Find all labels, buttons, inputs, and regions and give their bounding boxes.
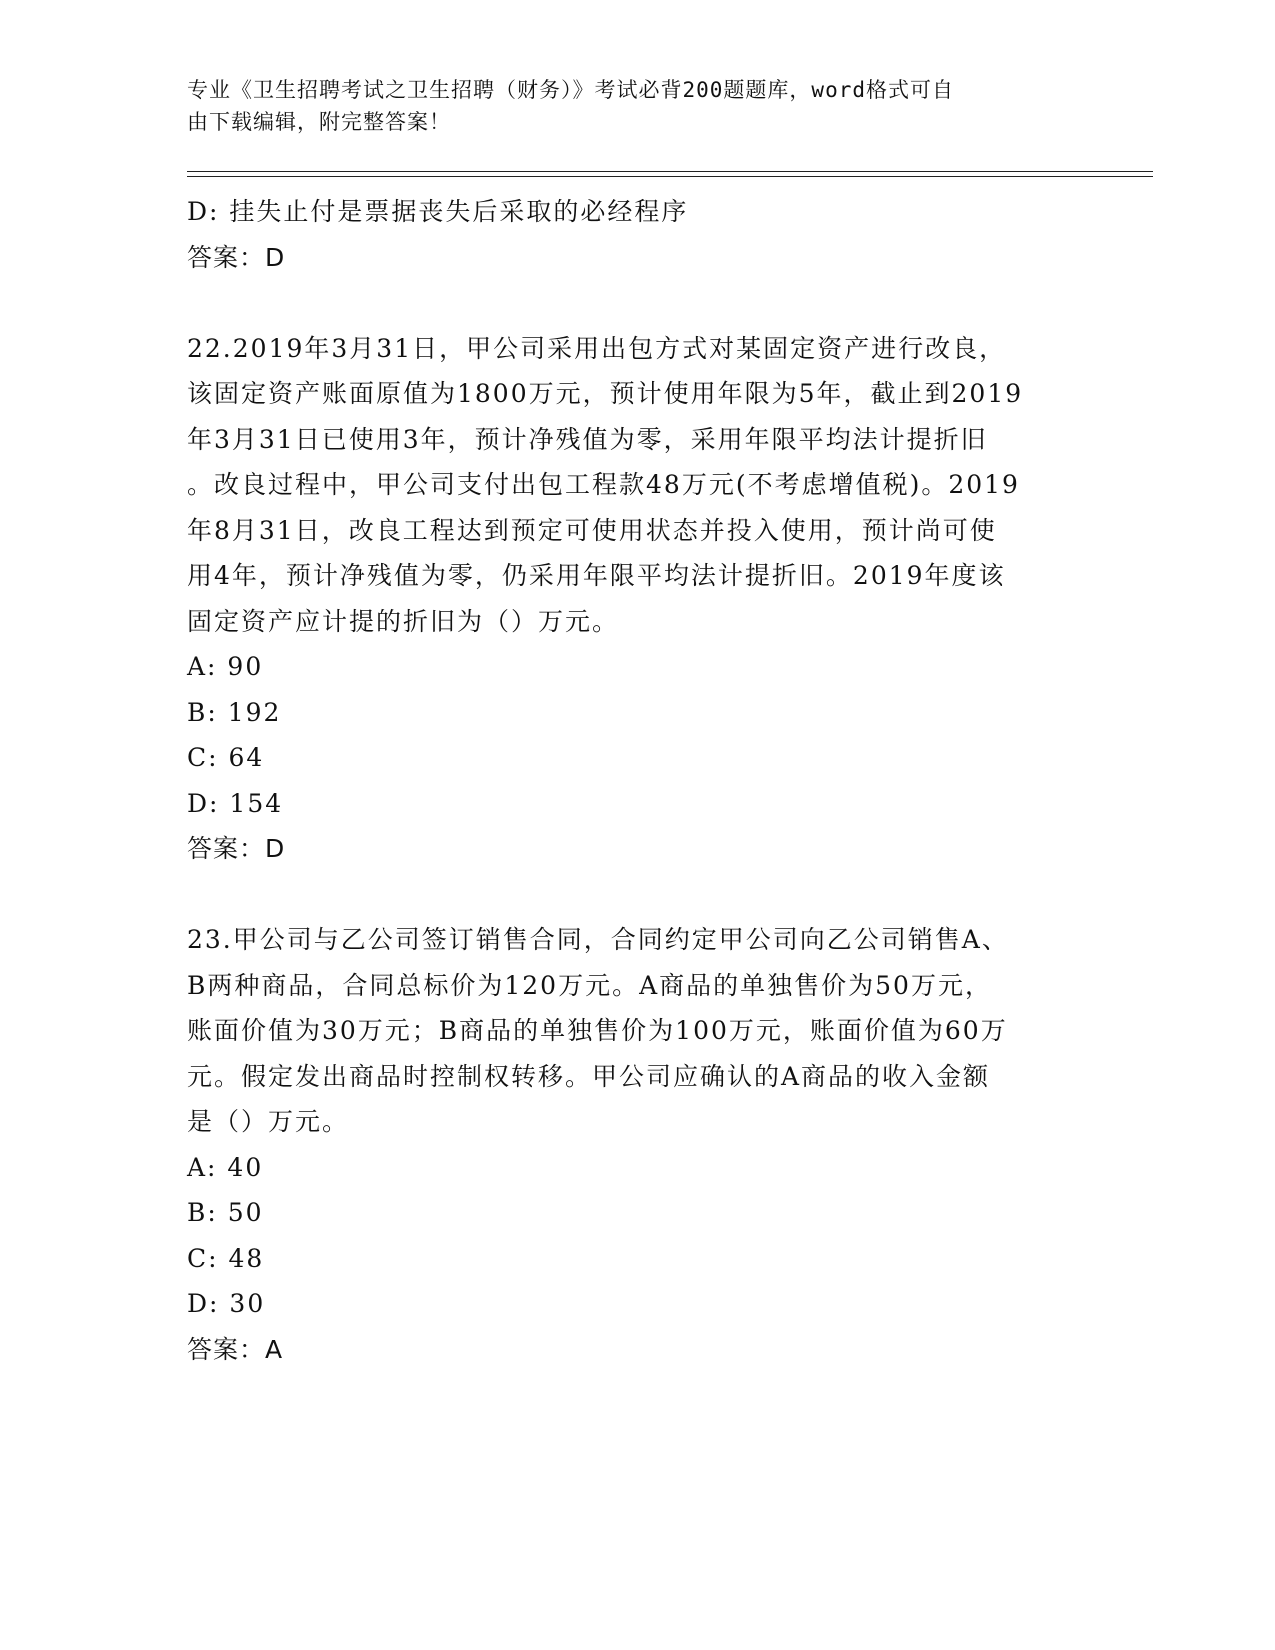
q23-option-c: C: 48 xyxy=(187,1243,265,1273)
question-23-line: 23.甲公司与乙公司签订销售合同，合同约定甲公司向乙公司销售A、 xyxy=(187,925,1009,954)
question-23-line: 账面价值为30万元；B商品的单独售价为100万元，账面价值为60万 xyxy=(187,1016,1008,1045)
question-22-line: 固定资产应计提的折旧为（）万元。 xyxy=(187,606,620,636)
question-22-line: 年3月31日已使用3年，预计净残值为零，采用年限平均法计提折旧 xyxy=(187,424,988,454)
question-23-line: B两种商品，合同总标价为120万元。A商品的单独售价为50万元， xyxy=(187,970,992,1000)
q22-answer: 答案：D xyxy=(187,834,286,863)
question-22-line: 。改良过程中，甲公司支付出包工程款48万元(不考虑增值税)。2019 xyxy=(187,470,1020,499)
prev-answer: 答案：D xyxy=(187,242,286,272)
header-divider-top xyxy=(187,171,1153,172)
header-line-1: 专业《卫生招聘考试之卫生招聘（财务）》考试必背200题题库，word格式可自 xyxy=(187,78,954,102)
question-22-line: 用4年，预计净残值为零，仍采用年限平均法计提折旧。2019年度该 xyxy=(187,561,1006,590)
question-23 xyxy=(187,917,1087,1145)
document-header xyxy=(187,74,1087,138)
q22-option-c: C: 64 xyxy=(187,743,265,772)
q23-option-d: D: 30 xyxy=(187,1289,266,1318)
question-content xyxy=(187,189,1087,1372)
header-line-2: 由下载编辑，附完整答案！ xyxy=(187,110,451,134)
spacer xyxy=(187,872,1087,918)
question-22 xyxy=(187,326,1087,645)
prev-option-d: D: 挂失止付是票据丧失后采取的必经程序 xyxy=(187,197,689,226)
header-divider-bottom xyxy=(187,176,1153,177)
question-22-line: 年8月31日，改良工程达到预定可使用状态并投入使用，预计尚可使 xyxy=(187,515,997,545)
question-23-line: 元。假定发出商品时控制权转移。甲公司应确认的A商品的收入金额 xyxy=(187,1061,991,1091)
q23-answer: 答案：A xyxy=(187,1334,284,1364)
q22-option-d: D: 154 xyxy=(187,788,284,818)
question-22-line: 该固定资产账面原值为1800万元，预计使用年限为5年，截止到2019 xyxy=(187,379,1024,408)
spacer xyxy=(187,280,1087,326)
q22-option-b: B: 192 xyxy=(187,697,282,727)
question-22-line: 22.2019年3月31日，甲公司采用出包方式对某固定资产进行改良， xyxy=(187,333,1007,363)
q23-option-a: A: 40 xyxy=(187,1152,264,1182)
question-23-line: 是（）万元。 xyxy=(187,1107,350,1136)
q23-option-b: B: 50 xyxy=(187,1198,264,1227)
q22-option-a: A: 90 xyxy=(187,652,264,681)
